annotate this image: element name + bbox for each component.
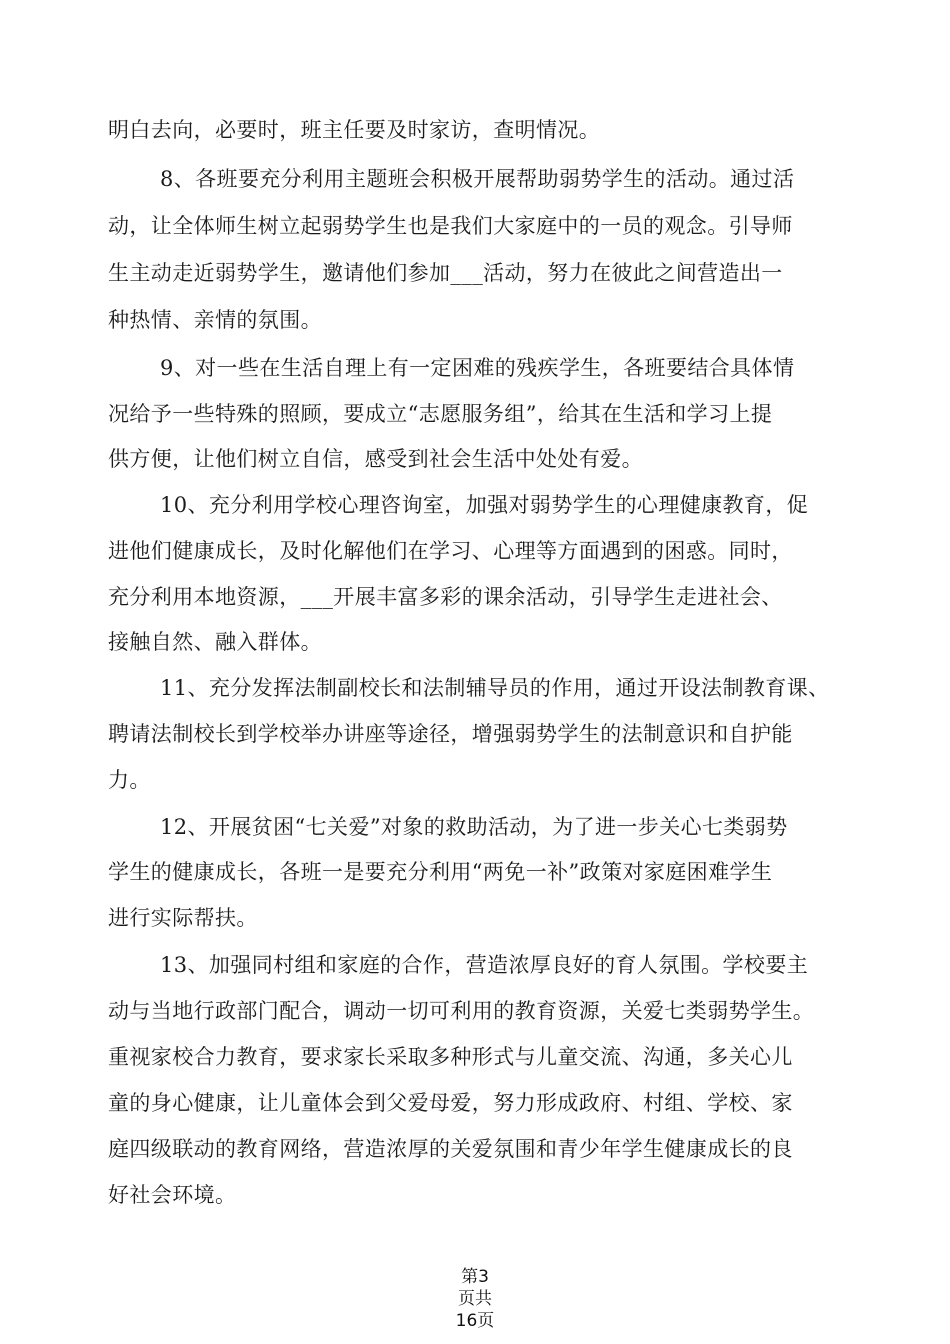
- page-number: [0, 1266, 950, 1332]
- text-line: 充分利用本地资源，___开展丰富多彩的课余活动，引导学生走进社会、: [108, 585, 783, 609]
- text-line: 供方便，让他们树立自信，感受到社会生活中处处有爱。: [108, 447, 643, 471]
- text-line: 重视家校合力教育，要求家长采取多种形式与儿童交流、沟通，多关心儿: [108, 1045, 793, 1069]
- text-line: 进他们健康成长，及时化解他们在学习、心理等方面遇到的困惑。同时，: [108, 539, 793, 563]
- text-line: 明白去向，必要时，班主任要及时家访，查明情况。: [108, 118, 601, 142]
- text-line: 种热情、亲情的氛围。: [108, 308, 322, 332]
- text-line: 接触自然、融入群体。: [108, 630, 322, 654]
- text-line: 进行实际帮扶。: [108, 906, 258, 930]
- text-line: 聘请法制校长到学校举办讲座等途径，增强弱势学生的法制意识和自护能: [108, 722, 793, 746]
- page-number-line: 第3: [461, 1267, 489, 1287]
- text-line: 12、开展贫困“七关爱”对象的救助活动，为了进一步关心七类弱势: [160, 815, 788, 839]
- text-line: 10、充分利用学校心理咨询室，加强对弱势学生的心理健康教育，促: [160, 493, 809, 517]
- page-number-line: 16页: [455, 1311, 495, 1331]
- text-line: 好社会环境。: [108, 1183, 237, 1207]
- text-line: 况给予一些特殊的照顾，要成立“志愿服务组”，给其在生活和学习上提: [108, 402, 773, 426]
- text-line: 生主动走近弱势学生，邀请他们参加___活动，努力在彼此之间营造出一: [108, 261, 783, 285]
- text-line: 学生的健康成长，各班一是要充分利用“两免一补”政策对家庭困难学生: [108, 860, 773, 884]
- text-line: 13、加强同村组和家庭的合作，营造浓厚良好的育人氛围。学校要主: [160, 953, 809, 977]
- text-line: 力。: [108, 768, 151, 792]
- text-line: 动，让全体师生树立起弱势学生也是我们大家庭中的一员的观念。引导师: [108, 214, 793, 238]
- text-line: 9、对一些在生活自理上有一定困难的残疾学生，各班要结合具体情: [160, 356, 795, 380]
- page-number-line: 页共: [458, 1289, 492, 1309]
- text-line: 庭四级联动的教育网络，营造浓厚的关爱氛围和青少年学生健康成长的良: [108, 1137, 793, 1161]
- text-line: 童的身心健康，让儿童体会到父爱母爱，努力形成政府、村组、学校、家: [108, 1091, 793, 1115]
- text-line: 11、充分发挥法制副校长和法制辅导员的作用，通过开设法制教育课、: [160, 676, 830, 700]
- text-line: 动与当地行政部门配合，调动一切可利用的教育资源，关爱七类弱势学生。: [108, 999, 815, 1023]
- text-line: 8、各班要充分利用主题班会积极开展帮助弱势学生的活动。通过活: [160, 167, 795, 191]
